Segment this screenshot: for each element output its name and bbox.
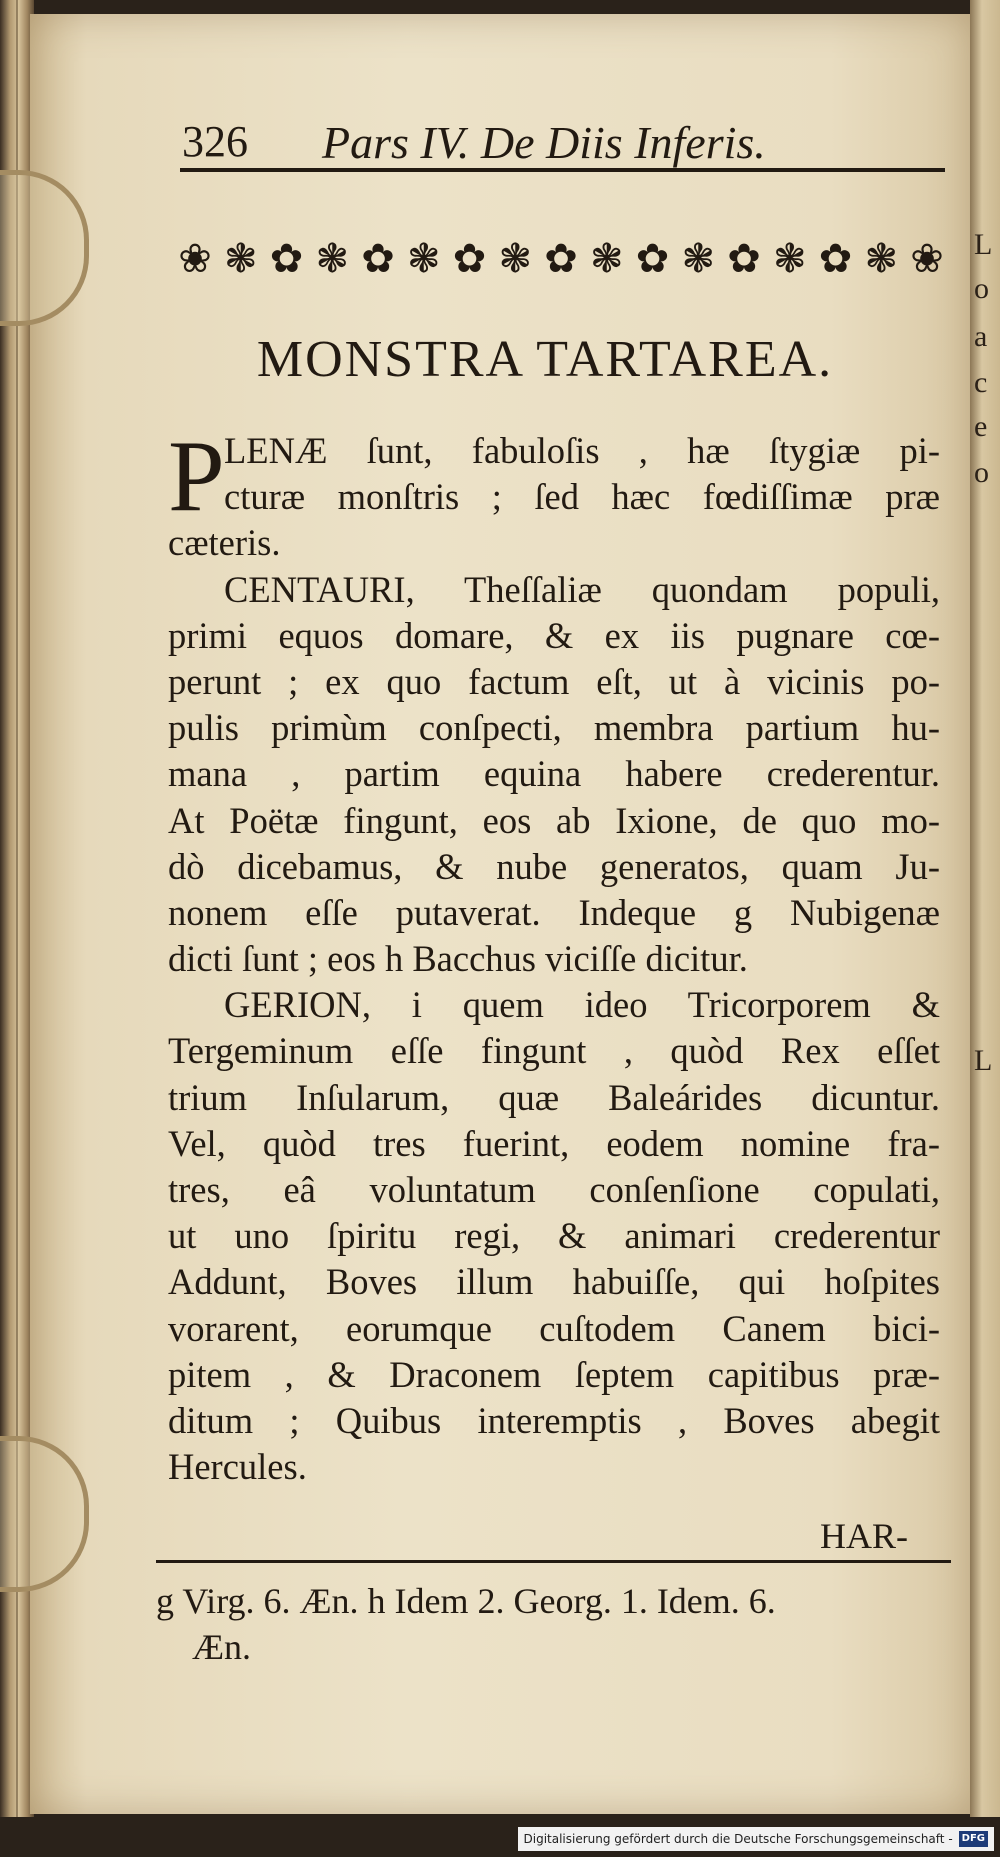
ornament-glyph-icon: ❃ [406, 236, 441, 282]
ornament-glyph-icon: ✿ [269, 236, 304, 282]
ornament-glyph-icon: ✿ [544, 236, 578, 282]
next-page-letter: L [974, 228, 993, 261]
text-line: dò dicebamus, & nube generatos, quam Ju- [168, 845, 940, 887]
footnote-line: Æn. [192, 1627, 252, 1667]
text-line: GERION, i quem ideo Tricorporem & [224, 984, 940, 1026]
next-page-letter: c [974, 366, 988, 399]
catchword: HAR- [820, 1516, 908, 1556]
text-line: Hercules. [168, 1446, 307, 1488]
text-line: At Poëtæ fingunt, eos ab Ixione, de quo mo- [168, 799, 940, 841]
ornament-glyph-icon: ✿ [727, 236, 761, 282]
ornament-glyph-icon: ❃ [589, 236, 624, 282]
text-line: pitem , & Draconem ſeptem capitibus præ- [168, 1353, 940, 1395]
page-number: 326 [182, 117, 248, 166]
ornament-glyph-icon: ❃ [772, 236, 807, 282]
text-line: nonem eſſe putaverat. Indeque g Nubigenæ [168, 891, 940, 933]
text-line: CENTAURI, Theſſaliæ quondam populi, [224, 568, 940, 610]
section-title: MONSTRA TARTAREA. [256, 331, 834, 388]
next-page-edge [970, 0, 1000, 1857]
next-page-letter: e [974, 410, 988, 443]
text-line: perunt ; ex quo factum eſt, ut à vicinis po- [168, 660, 940, 702]
ornament-glyph-icon: ❃ [498, 236, 532, 282]
text-line: primi equos domare, & ex iis pugnare cœ- [168, 614, 940, 656]
text-line: cturæ monſtris ; ſed hæc fœdiſſimæ præ [224, 476, 940, 518]
ornament-glyph-icon: ❃ [864, 236, 898, 282]
drop-capital: P [168, 420, 225, 533]
ornament-glyph-icon: ✿ [452, 236, 487, 282]
digitization-credit [518, 1827, 995, 1851]
ornamental-band [176, 232, 946, 286]
ornament-glyph-icon: ✿ [361, 236, 395, 282]
text-line: cæteris. [168, 522, 281, 564]
footnote-rule [156, 1560, 951, 1563]
header-rule [180, 168, 945, 172]
footnotes [156, 1578, 946, 1670]
ornament-glyph-icon: ✿ [635, 236, 670, 282]
text-line: Tergeminum eſſe fingunt , quòd Rex eſſet [168, 1030, 940, 1072]
dfg-logo-icon: DFG [959, 1831, 988, 1847]
text-line: vorarent, eorumque cuſtodem Canem bici- [168, 1307, 940, 1349]
text-line: mana , partim equina habere crederentur. [168, 753, 940, 795]
text-line: Addunt, Boves illum habuiſſe, qui hoſpites [168, 1261, 940, 1303]
running-title: Pars IV. De Diis Inferis. [322, 117, 766, 168]
ornament-glyph-icon: ❀ [178, 236, 212, 282]
ornament-glyph-icon: ✿ [818, 236, 853, 282]
text-line: dicti ſunt ; eos h Bacchus viciſſe dicitur. [168, 938, 748, 980]
ornament-glyph-icon: ❃ [681, 236, 715, 282]
text-line: LENÆ ſunt, fabuloſis , hæ ſtygiæ pi- [224, 430, 940, 471]
body-text [168, 420, 940, 1490]
text-line: tres, eâ voluntatum conſenſione copulati, [168, 1169, 940, 1210]
text-line: ut uno ſpiritu regi, & animari crederentur [168, 1215, 940, 1257]
footnote-line: g Virg. 6. Æn. h Idem 2. Georg. 1. Idem. 6. [156, 1581, 776, 1621]
ornament-glyph-icon: ❀ [910, 236, 944, 282]
text-line: Vel, quòd tres fuerint, eodem nomine fra- [168, 1122, 940, 1164]
credit-text: Digitalisierung gefördert durch die Deutsche Forschungsgemeinschaft - [523, 1832, 953, 1846]
text-line: ditum ; Quibus interemptis , Boves abegit [168, 1399, 940, 1441]
ornament-glyph-icon: ❃ [223, 236, 258, 282]
text-line: pulis primùm conſpecti, membra partium hu- [168, 707, 940, 749]
scan-bottom-band [0, 1817, 1000, 1857]
ornament-glyph-icon: ❃ [315, 236, 349, 282]
next-page-letter: o [974, 272, 989, 305]
next-page-letter: o [974, 456, 989, 489]
running-header [150, 96, 955, 168]
text-line: trium Inſularum, quæ Baleárides dicuntur. [168, 1076, 940, 1118]
next-page-letter: a [974, 320, 988, 353]
next-page-letter: L [974, 1044, 993, 1077]
